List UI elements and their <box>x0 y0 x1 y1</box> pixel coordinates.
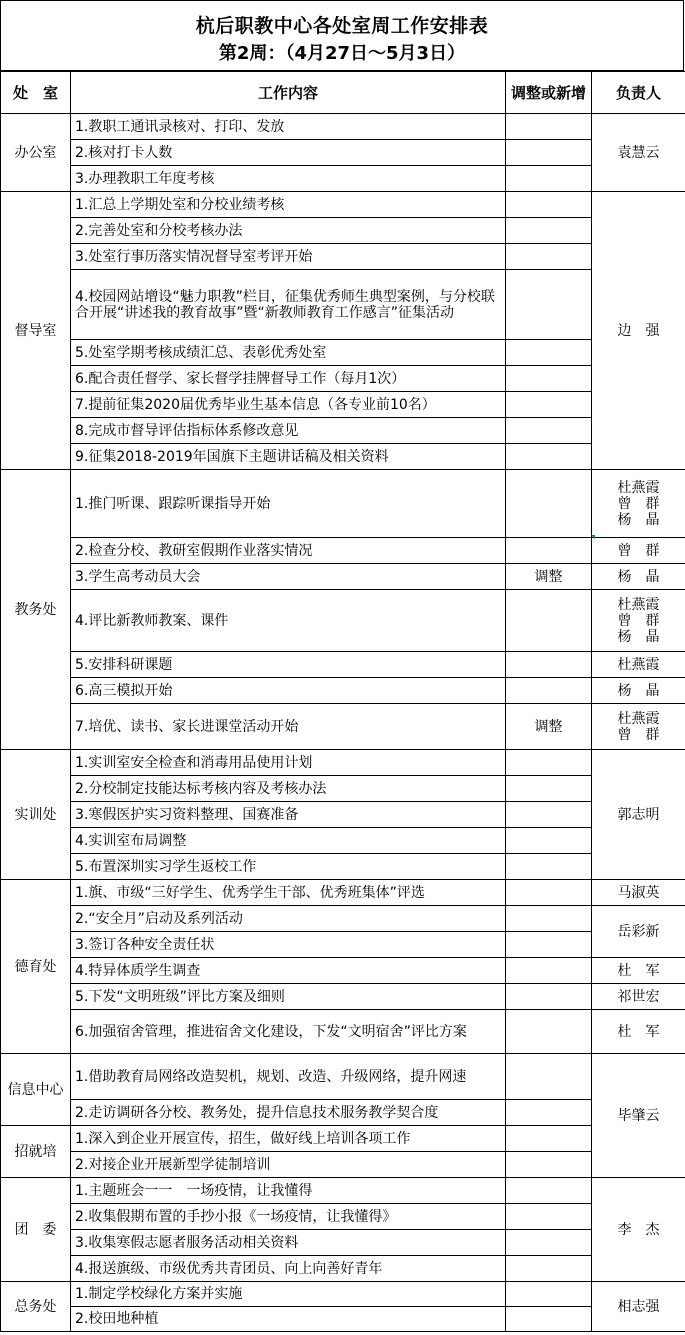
owner-general: 相志强 <box>592 1282 685 1332</box>
task-cell: 4.实训室布局调整 <box>71 828 506 854</box>
adjust-cell <box>506 270 592 340</box>
adjust-cell <box>506 140 592 166</box>
adjust-cell <box>506 340 592 366</box>
task-cell: 1.实训室安全检查和消毒用品使用计划 <box>71 750 506 776</box>
task-cell: 8.完成市督导评估指标体系修改意见 <box>71 418 506 444</box>
task-cell: 1.汇总上学期处室和分校业绩考核 <box>71 192 506 218</box>
table-row <box>1 802 685 828</box>
adjust-cell <box>506 1282 592 1307</box>
dept-moral: 德育处 <box>1 880 71 1054</box>
owner-moral-1: 马淑英 <box>592 880 685 906</box>
table-row <box>1 984 685 1010</box>
table-row <box>1 1010 685 1054</box>
table-row <box>1 444 685 470</box>
table-row <box>1 750 685 776</box>
adjust-cell <box>506 538 592 564</box>
adjust-cell <box>506 1152 592 1178</box>
owner-supervision: 边 强 <box>592 192 685 470</box>
task-cell: 2.走访调研各分校、教务处，提升信息技术服务教学契合度 <box>71 1100 506 1126</box>
task-cell: 2.对接企业开展新型学徒制培训 <box>71 1152 506 1178</box>
table-row <box>1 538 685 564</box>
schedule-table <box>0 71 685 1332</box>
task-cell: 5.布置深圳实习学生返校工作 <box>71 854 506 880</box>
adjust-cell: 调整 <box>506 704 592 750</box>
adjust-cell <box>506 958 592 984</box>
owner-league: 李 杰 <box>592 1178 685 1282</box>
adjust-cell <box>506 880 592 906</box>
table-row <box>1 564 685 590</box>
task-cell: 2.分校制定技能达标考核内容及考核办法 <box>71 776 506 802</box>
adjust-cell <box>506 366 592 392</box>
adjust-cell: 调整 <box>506 564 592 590</box>
task-cell: 2.完善处室和分校考核办法 <box>71 218 506 244</box>
table-row <box>1 776 685 802</box>
adjust-cell <box>506 166 592 192</box>
task-cell: 3.办理教职工年度考核 <box>71 166 506 192</box>
owner-name: 杨 晶 <box>617 511 660 528</box>
adjust-cell <box>506 192 592 218</box>
header-row <box>1 72 685 114</box>
table-row <box>1 114 685 140</box>
table-row <box>1 906 685 932</box>
task-cell: 5.处室学期考核成绩汇总、表彰优秀处室 <box>71 340 506 366</box>
table-row <box>1 678 685 704</box>
task-cell: 4.校园网站增设“魅力职教”栏目，征集优秀师生典型案例，与分校联合开展“讲述我的教育故事”暨“新教师教育工作感言”征集活动 <box>71 270 506 340</box>
dept-league: 团 委 <box>1 1178 71 1282</box>
task-cell: 3.学生高考动员大会 <box>71 564 506 590</box>
cell-comment-marker <box>591 535 595 539</box>
task-cell: 5.安排科研课题 <box>71 652 506 678</box>
adjust-cell <box>506 392 592 418</box>
task-cell: 6.配合责任督学、家长督学挂牌督导工作（每月1次） <box>71 366 506 392</box>
adjust-cell <box>506 1100 592 1126</box>
adjust-cell <box>506 1054 592 1100</box>
table-row <box>1 590 685 652</box>
table-row <box>1 166 685 192</box>
task-cell: 7.培优、读书、家长进课堂活动开始 <box>71 704 506 750</box>
dept-academic: 教务处 <box>1 470 71 750</box>
task-cell: 5.下发“文明班级”评比方案及细则 <box>71 984 506 1010</box>
table-row <box>1 140 685 166</box>
table-row <box>1 880 685 906</box>
owner-name: 杨 晶 <box>617 628 660 645</box>
owner-moral-5: 祁世宏 <box>592 984 685 1010</box>
table-row <box>1 1054 685 1100</box>
table-row <box>1 652 685 678</box>
owner-name: 曾 群 <box>617 495 660 512</box>
dept-recruit: 招就培 <box>1 1126 71 1178</box>
adjust-cell <box>506 1230 592 1256</box>
task-cell: 1.教职工通讯录核对、打印、发放 <box>71 114 506 140</box>
task-cell: 1.旗、市级“三好学生、优秀学生干部、优秀班集体”评选 <box>71 880 506 906</box>
adjust-cell <box>506 1256 592 1282</box>
table-row <box>1 366 685 392</box>
task-cell: 2.“安全月”启动及系列活动 <box>71 906 506 932</box>
owner-moral-6: 杜 军 <box>592 1010 685 1054</box>
owner-name: 杜燕霞 <box>617 479 660 496</box>
task-cell: 7.提前征集2020届优秀毕业生基本信息（各专业前10名） <box>71 392 506 418</box>
table-row <box>1 704 685 750</box>
adjust-cell <box>506 244 592 270</box>
table-row <box>1 1307 685 1332</box>
adjust-cell <box>506 854 592 880</box>
header-content: 工作内容 <box>71 72 506 114</box>
table-row <box>1 244 685 270</box>
table-row <box>1 392 685 418</box>
owner-office: 袁慧云 <box>592 114 685 192</box>
task-cell: 1.主题班会一一 一场疫情，让我懂得 <box>71 1178 506 1204</box>
task-cell: 3.寒假医护实习资料整理、国赛准备 <box>71 802 506 828</box>
table-row <box>1 932 685 958</box>
adjust-cell <box>506 590 592 652</box>
task-cell: 1.推门听课、跟踪听课指导开始 <box>71 470 506 538</box>
task-cell: 2.检查分校、教研室假期作业落实情况 <box>71 538 506 564</box>
table-row <box>1 1256 685 1282</box>
table-row <box>1 1204 685 1230</box>
adjust-cell <box>506 418 592 444</box>
owner-training: 郭志明 <box>592 750 685 880</box>
dept-info: 信息中心 <box>1 1054 71 1126</box>
table-row <box>1 1100 685 1126</box>
owner-name: 曾 群 <box>617 612 660 629</box>
adjust-cell <box>506 1010 592 1054</box>
sheet-title: 杭后职教中心各处室周工作安排表 <box>195 15 489 37</box>
owner-academic-7 <box>592 704 685 750</box>
owner-moral-4: 杜 军 <box>592 958 685 984</box>
header-adjust: 调整或新增 <box>506 72 592 114</box>
owner-academic-1 <box>592 470 685 538</box>
adjust-cell <box>506 1204 592 1230</box>
table-row <box>1 1178 685 1204</box>
task-cell: 3.签订各种安全责任状 <box>71 932 506 958</box>
owner-academic-2: 曾 群 <box>592 538 685 564</box>
adjust-cell <box>506 906 592 932</box>
owner-info-recruit: 毕肇云 <box>592 1054 685 1178</box>
table-row <box>1 192 685 218</box>
owner-academic-6: 杨 晶 <box>592 678 685 704</box>
task-cell: 1.深入到企业开展宣传，招生，做好线上培训各项工作 <box>71 1126 506 1152</box>
task-cell: 3.收集寒假志愿者服务活动相关资料 <box>71 1230 506 1256</box>
adjust-cell <box>506 470 592 538</box>
adjust-cell <box>506 652 592 678</box>
adjust-cell <box>506 678 592 704</box>
owner-name: 杜燕霞 <box>617 596 660 613</box>
table-row <box>1 1126 685 1152</box>
task-cell: 9.征集2018-2019年国旗下主题讲话稿及相关资料 <box>71 444 506 470</box>
task-cell: 1.借助教育局网络改造契机，规划、改造、升级网络，提升网速 <box>71 1054 506 1100</box>
owner-academic-5: 杜燕霞 <box>592 652 685 678</box>
dept-office: 办公室 <box>1 114 71 192</box>
task-cell: 6.加强宿舍管理，推进宿舍文化建设，下发“文明宿舍”评比方案 <box>71 1010 506 1054</box>
header-owner: 负责人 <box>592 72 685 114</box>
task-cell: 1.制定学校绿化方案并实施 <box>71 1282 506 1307</box>
adjust-cell <box>506 444 592 470</box>
adjust-cell <box>506 932 592 958</box>
owner-moral-2: 岳彩新 <box>592 906 685 958</box>
table-row <box>1 1230 685 1256</box>
adjust-cell <box>506 114 592 140</box>
dept-training: 实训处 <box>1 750 71 880</box>
task-cell: 4.报送旗级、市级优秀共青团员、向上向善好青年 <box>71 1256 506 1282</box>
table-row <box>1 958 685 984</box>
table-row <box>1 340 685 366</box>
owner-name: 曾 群 <box>617 726 660 743</box>
adjust-cell <box>506 828 592 854</box>
adjust-cell <box>506 1307 592 1332</box>
table-row <box>1 270 685 340</box>
table-row <box>1 1152 685 1178</box>
owner-name: 杜燕霞 <box>617 710 660 727</box>
adjust-cell <box>506 218 592 244</box>
title-block <box>0 0 684 71</box>
dept-general: 总务处 <box>1 1282 71 1332</box>
adjust-cell <box>506 776 592 802</box>
dept-supervision: 督导室 <box>1 192 71 470</box>
table-row <box>1 218 685 244</box>
table-row <box>1 1282 685 1307</box>
adjust-cell <box>506 1126 592 1152</box>
header-dept: 处 室 <box>1 72 71 114</box>
adjust-cell <box>506 984 592 1010</box>
owner-academic-3: 杨 晶 <box>592 564 685 590</box>
owner-academic-4 <box>592 590 685 652</box>
task-cell: 2.校田地种植 <box>71 1307 506 1332</box>
task-cell: 2.收集假期布置的手抄小报《一场疫情，让我懂得》 <box>71 1204 506 1230</box>
week-range: 第2周：（4月27日～5月3日） <box>218 43 466 64</box>
task-cell: 2.核对打卡人数 <box>71 140 506 166</box>
adjust-cell <box>506 1178 592 1204</box>
task-cell: 3.处室行事历落实情况督导室考评开始 <box>71 244 506 270</box>
table-row <box>1 828 685 854</box>
task-cell: 4.评比新教师教案、课件 <box>71 590 506 652</box>
adjust-cell <box>506 802 592 828</box>
table-row <box>1 418 685 444</box>
task-cell: 6.高三模拟开始 <box>71 678 506 704</box>
table-row <box>1 854 685 880</box>
task-cell: 4.特异体质学生调查 <box>71 958 506 984</box>
adjust-cell <box>506 750 592 776</box>
table-row <box>1 470 685 538</box>
